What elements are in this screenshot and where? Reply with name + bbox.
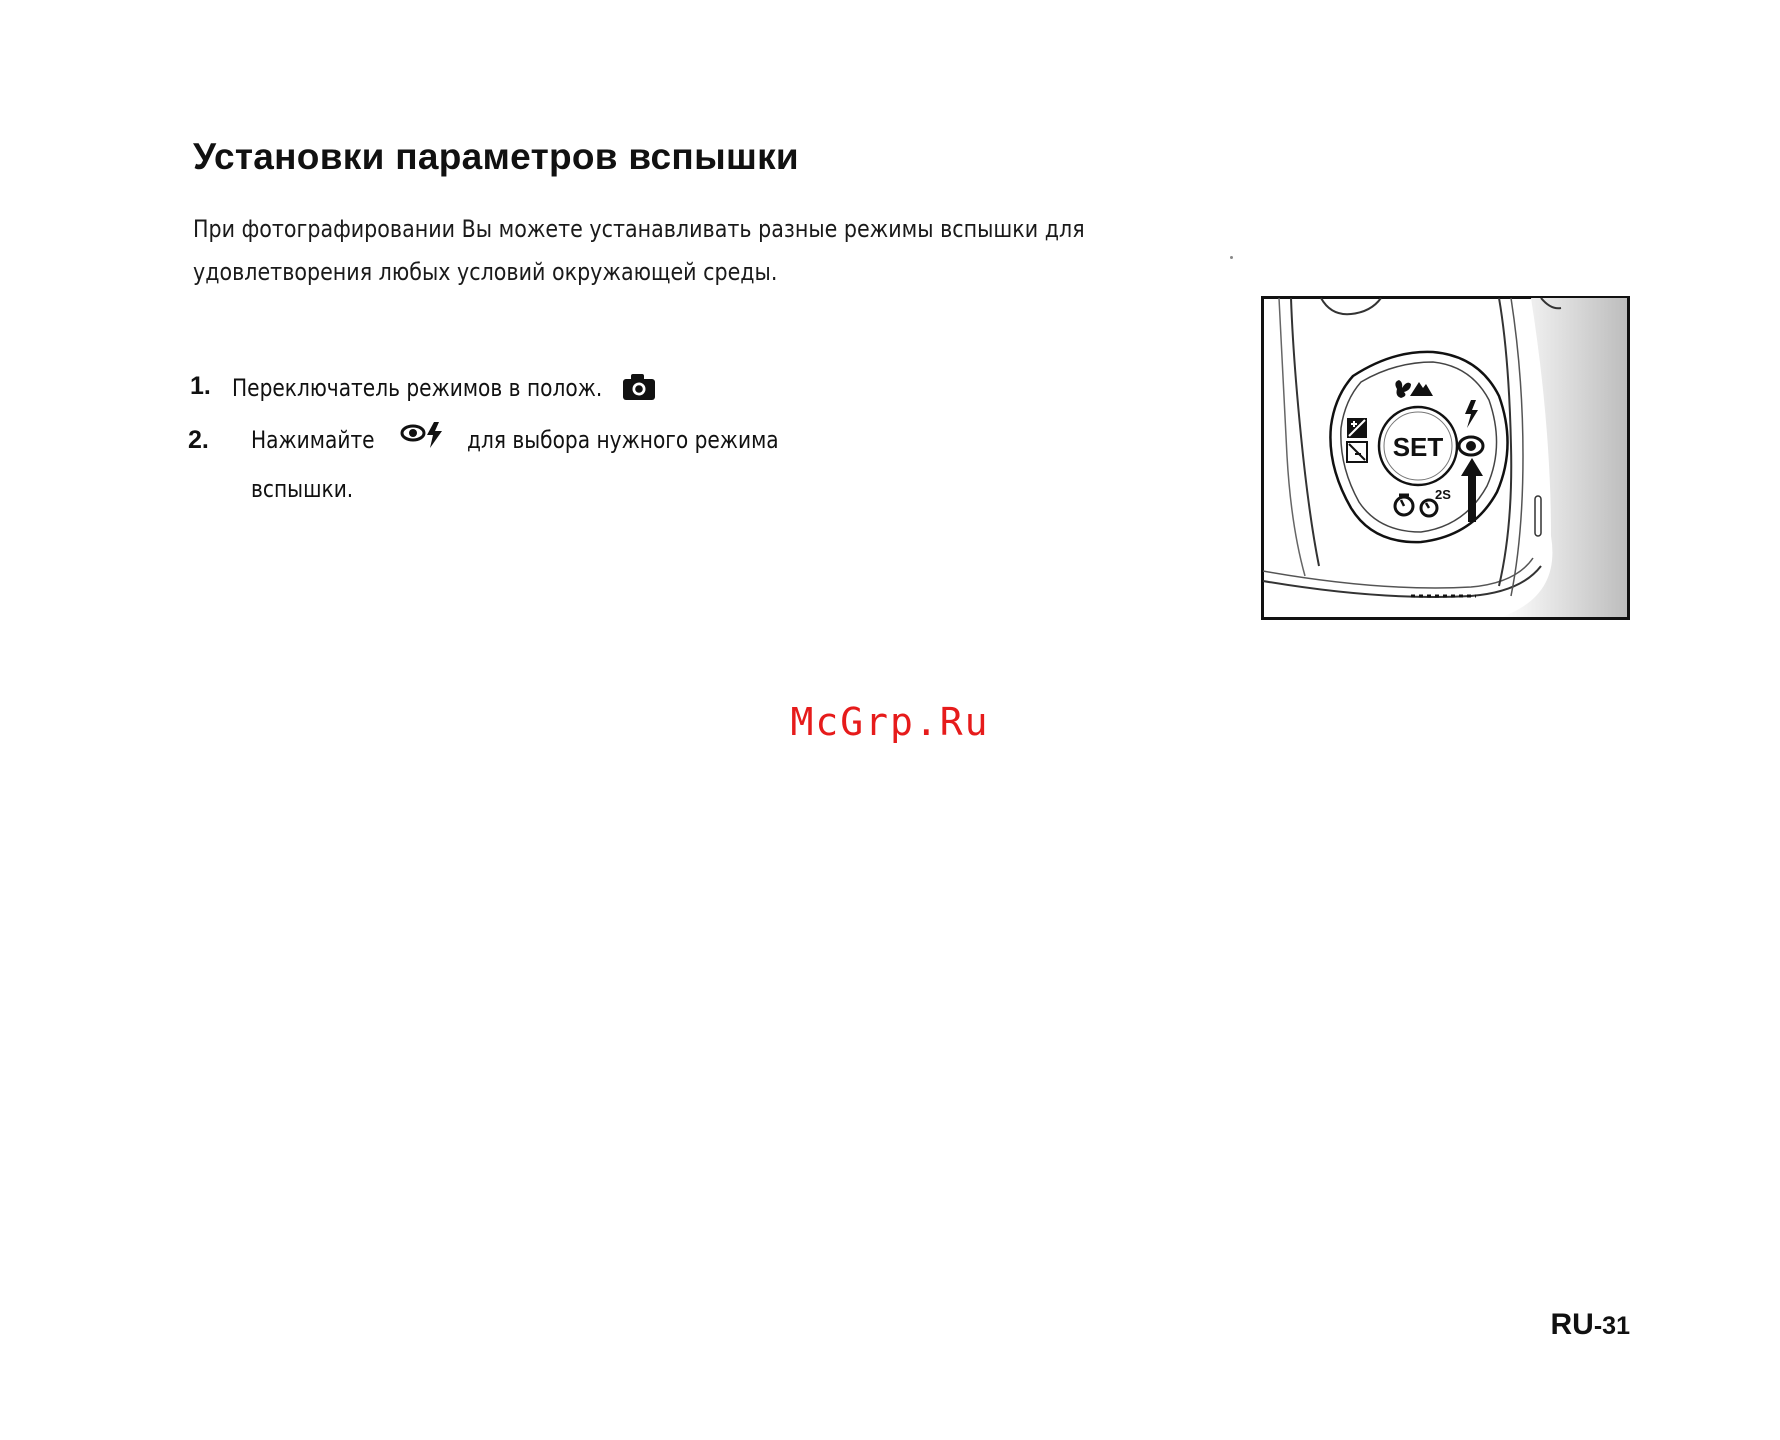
step-text: Нажимайте <box>251 426 375 454</box>
stray-dot <box>1230 256 1233 259</box>
page-title: Установки параметров вспышки <box>193 136 799 177</box>
camera-control-illustration <box>1261 296 1631 620</box>
page-lang: RU <box>1550 1308 1594 1341</box>
step-text-continued: вспышки. <box>251 475 354 503</box>
camera-icon <box>622 373 656 401</box>
red-eye-icon <box>1459 437 1483 455</box>
step-text: для выбора нужного режима <box>467 426 779 454</box>
set-button-label: SET <box>1392 432 1444 462</box>
page-num: -31 <box>1593 1312 1630 1340</box>
step-number: 1. <box>190 372 211 400</box>
page-number <box>1551 1308 1630 1342</box>
intro-paragraph: При фотографировании Вы можете устанавливать разные режимы вспышки для удовлетворения любых условий окружающей среды. <box>193 215 1085 286</box>
step-text: Переключатель режимов в полож. <box>232 374 603 402</box>
flash-eye-icon <box>400 420 448 450</box>
watermark: McGrp.Ru <box>790 700 990 744</box>
timer-2s-label: 2S <box>1435 487 1451 502</box>
step-number: 2. <box>188 426 209 454</box>
